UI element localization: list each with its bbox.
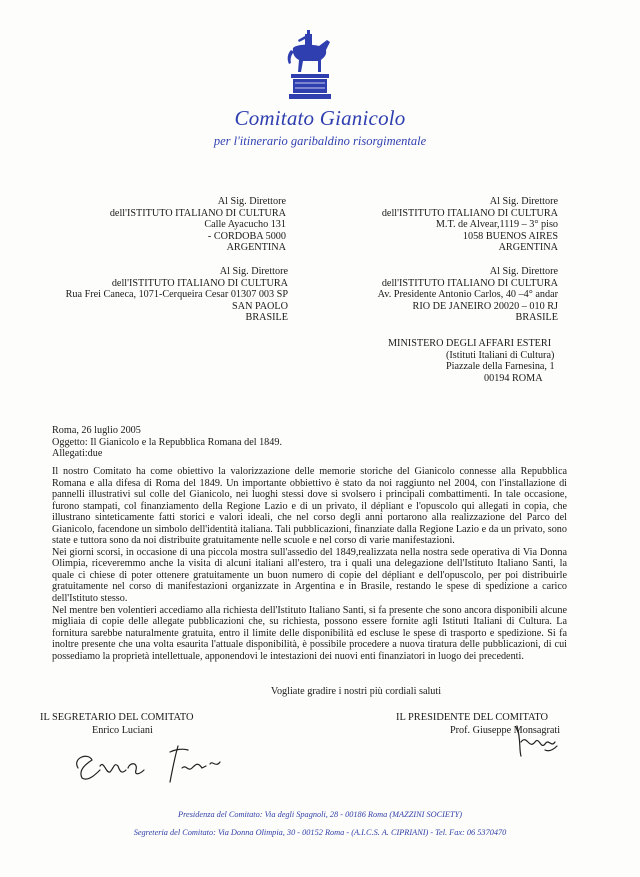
president-name: Prof. Giuseppe Monsagrati (450, 725, 561, 736)
letter-attachments: Allegati:due (52, 448, 103, 460)
address-line: dell'ISTITUTO ITALIANO DI CULTURA (109, 207, 286, 219)
body-paragraph: Nei giorni scorsi, in occasione di una piccola mostra sull'assedio del 1849,realizzata nella nostra sede operativa di Via Donna Olimpia, riceveremmo anche la visita di alcuni italiani all'estero, tra i quali una delegazione dell'Istituto Italiano Santi, la quale ci chiese di poter ottenere gratuitamente un buon numero di copie del dépliant e dell'opuscolo, per poi distribuirle gratuitamente nel corso di manifestazioni organizzate in Argentina e in Brasile, restando le spese di spedizione a carico dell'Istituto stesso. (52, 546, 567, 605)
address-line: BRASILE (515, 312, 558, 324)
address-line: dell'ISTITUTO ITALIANO DI CULTURA (381, 207, 558, 219)
footer-presidency: Presidenza del Comitato: Via degli Spagnoli, 28 - 00186 Roma (MAZZINI SOCIETY) (178, 810, 462, 819)
closing-line: Vogliate gradire i nostri più cordiali saluti (270, 686, 442, 697)
address-line: - CORDOBA 5000 (207, 230, 286, 242)
address-line: RIO DE JANEIRO 20020 – 010 RJ (412, 300, 558, 312)
address-line: 1058 BUENOS AIRES (462, 230, 558, 242)
address-line: dell'ISTITUTO ITALIANO DI CULTURA (111, 277, 288, 289)
body-paragraph: Nel mentre ben volentieri accediamo alla richiesta dell'Istituto Italiano Santi, si fa presente che sono ancora disponibili alcune migliaia di copie delle allegate pubblicazioni che, su richiesta, possono essere fornite agli Istituti Italiani di Cultura. La fornitura sarebbe naturalmente gratuita, entro il limite delle disponibilità ed escluse le spese di trasporto e spedizione. Si fa inoltre presente che una volta esaurita l'attuale disponibilità, è possibile procedere a nuova tiratura delle pubblicazioni, di cui possediamo la proprietà intellettuale, apponendovi le intestazioni dei nuovi enti finanziatori in luogo dei precedenti. (52, 604, 567, 662)
letter-body (52, 466, 567, 662)
address-line: Rua Frei Caneca, 1071-Cerqueira Cesar 01307 003 SP (65, 289, 288, 301)
handwritten-signature-secretary (70, 738, 240, 788)
body-paragraph: Il nostro Comitato ha come obiettivo la valorizzazione delle memorie storiche del Gianicolo connesse alla Repubblica Romana e alla difesa di Roma del 1849. Un importante obbiettivo è stato da noi raggiunto nel 2004, con l'installazione di pannelli illustrativi sul colle del Gianicolo, nei luoghi stessi dove si svolsero i principali combattimenti. In tale occasione, furono stampati, col finanziamento della Regione Lazio e di un privato, il dépliant e l'opuscolo qui allegati in copia, che illustrano sinteticamente fatti storici e valori ideali, che nel corso degli anni portarono alla realizzazione del Parco del Gianicolo, facendone un simbolo dell'identità italiana. Tali pubblicazioni, finanziate dalla Regione Lazio e da un privato, sono state e tuttora sono da noi distribuite gratuitamente nelle scuole e nel corso di varie manifestazioni. (52, 466, 567, 547)
letter-meta (52, 425, 282, 460)
address-line: 00194 ROMA (484, 372, 543, 384)
recipient-sao-paolo (52, 266, 288, 324)
recipient-ministero (388, 338, 568, 384)
equestrian-statue-icon (283, 28, 337, 102)
recipient-cordoba (60, 196, 286, 254)
footer-secretariat: Segreteria del Comitato: Via Donna Olimpia, 30 - 00152 Roma - (A.I.C.S. A. CIPRIANI) - Tel. Fax: 06 5370470 (133, 828, 507, 837)
org-subtitle: per l'itinerario garibaldino risorgimentale (213, 134, 427, 148)
address-line: M.T. de Alvear,1119 – 3° piso (435, 219, 558, 231)
recipient-rio (368, 266, 558, 324)
letter-date: Roma, 26 luglio 2005 (52, 425, 141, 436)
address-line: Al Sig. Direttore (489, 196, 558, 207)
address-line: Piazzale della Farnesina, 1 (446, 361, 555, 373)
address-line: Al Sig. Direttore (219, 266, 288, 277)
recipient-buenos-aires (370, 196, 558, 254)
address-line: BRASILE (245, 312, 288, 324)
address-line: Al Sig. Direttore (217, 196, 286, 207)
president-role: IL PRESIDENTE DEL COMITATO (396, 712, 549, 723)
address-line: SAN PAOLO (232, 300, 288, 312)
address-line: ARGENTINA (226, 242, 286, 254)
secretary-name: Enrico Luciani (92, 725, 153, 736)
letter-subject: Oggetto: Il Gianicolo e la Repubblica Romana del 1849. (52, 436, 283, 448)
address-line: ARGENTINA (498, 242, 558, 254)
address-line: (Istituti Italiani di Cultura) (446, 349, 555, 361)
address-line: Al Sig. Direttore (489, 266, 558, 277)
secretary-role: IL SEGRETARIO DEL COMITATO (40, 712, 194, 723)
org-name: Comitato Gianicolo (234, 106, 406, 130)
address-line: dell'ISTITUTO ITALIANO DI CULTURA (381, 277, 558, 289)
address-line: Av. Presidente Antonio Carlos, 40 –4° andar (377, 289, 558, 301)
address-line: Calle Ayacucho 131 (204, 219, 286, 231)
address-line: MINISTERO DEGLI AFFARI ESTERI (388, 338, 552, 349)
handwritten-signature-president (515, 720, 560, 760)
